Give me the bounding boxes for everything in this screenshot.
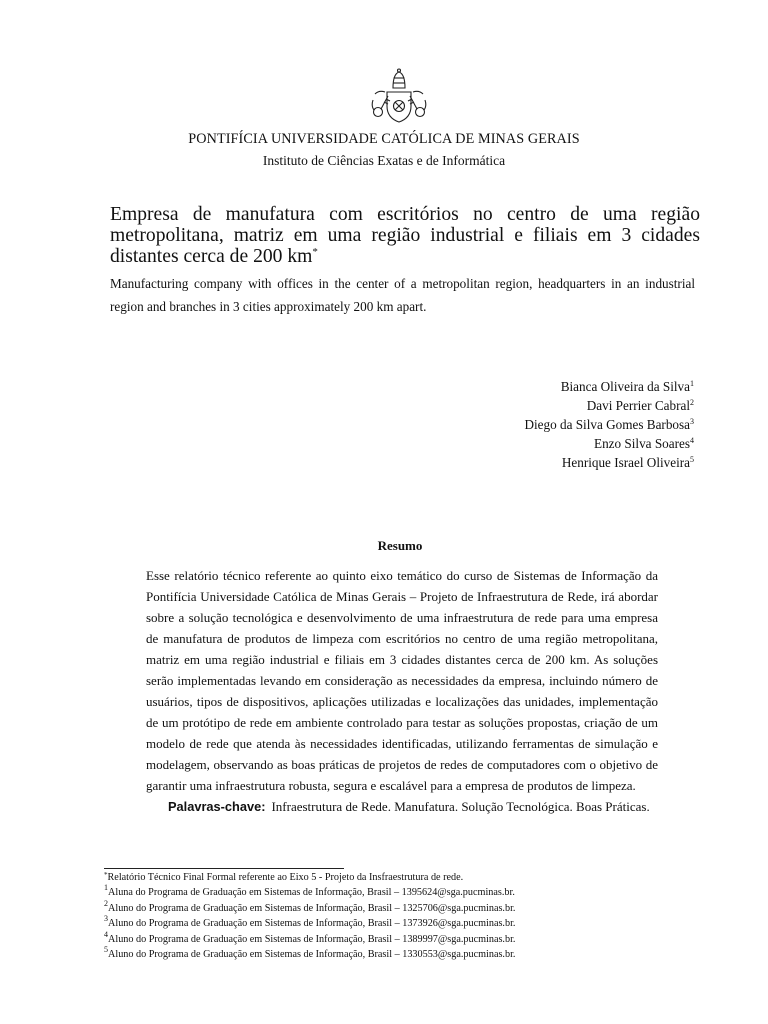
footnote <box>104 929 744 947</box>
footnote <box>104 885 744 900</box>
footnote-mark: 5 <box>104 945 108 955</box>
author-name: Henrique Israel Oliveira <box>561 455 690 470</box>
footnote-mark: * <box>104 871 108 879</box>
paper-subtitle: Manufacturing company with offices in the center of a metropolitan region, headquarters in an industrial region and branches in 3 cities approximately 200 km apart. <box>110 276 695 314</box>
keywords-label: Palavras-chave: <box>168 799 266 814</box>
author-entry <box>524 396 694 415</box>
footnote <box>104 916 744 931</box>
footnote <box>104 868 744 885</box>
author-name: Davi Perrier Cabral <box>586 398 690 413</box>
author-mark: 1 <box>690 379 694 388</box>
title-footnote-mark: * <box>312 246 318 258</box>
author-name: Diego da Silva Gomes Barbosa <box>524 417 690 432</box>
footnote-text: Aluno do Programa de Graduação em Sistemas de Informação, Brasil – 1373926@sga.pucminas.br. <box>108 918 516 930</box>
author-entry <box>524 377 694 396</box>
footnotes <box>104 868 744 962</box>
footnote-mark: 4 <box>104 929 108 939</box>
footnote-mark: 1 <box>104 883 108 893</box>
pontifical-coat-of-arms-icon <box>369 68 429 126</box>
footnote <box>104 947 744 962</box>
author-entry <box>524 415 694 434</box>
footnote-mark: 3 <box>104 914 108 924</box>
footnote-text: Aluno do Programa de Graduação em Sistemas de Informação, Brasil – 1325706@sga.pucminas.br. <box>108 902 516 914</box>
paper-title-text: Empresa de manufatura com escritórios no centro de uma região metropolitana, matriz em uma região industrial e filiais em 3 cidades distantes cerca de 200 km <box>110 204 700 267</box>
author-mark: 3 <box>690 417 694 426</box>
abstract-text: Esse relatório técnico referente ao quinto eixo temático do curso de Sistemas de Informação da Pontifícia Universidade Católica de Minas Gerais – Projeto de Infraestrutura de Rede, irá abordar sobre a solução tecnológica e desenvolvimento de uma infraestrutura de rede para uma empresa de manufatura de produtos de limpeza com escritórios no centro de uma região metropolitana, matriz em uma região industrial e filiais em 3 cidades distantes cerca de 200 km. As soluções serão implementadas levando em consideração as necessidades da empresa, incluindo número de usuários, tipos de dispositivos, aplicações utilizadas e localizações das unidades, implementação de um protótipo de rede em ambiente controlado para testar as soluções propostas, criação de um modelo de rede que atenda às necessidades identificadas, utilizando ferramentas de simulação e modelagem, observando as boas práticas de projetos de redes de computadores com o objetivo de garantir uma infraestrutura robusta, segura e escalável para a empresa de produtos de limpeza. <box>146 568 658 793</box>
university-name: PONTIFÍCIA UNIVERSIDADE CATÓLICA DE MINAS GERAIS <box>188 131 580 147</box>
author-mark: 2 <box>690 398 694 407</box>
author-mark: 5 <box>690 455 694 464</box>
footnote-text: Aluno do Programa de Graduação em Sistemas de Informação, Brasil – 1389997@sga.pucminas.br. <box>108 933 516 945</box>
footnote-text: Aluno do Programa de Graduação em Sistemas de Informação, Brasil – 1330553@sga.pucminas.br. <box>108 949 516 961</box>
footnote <box>104 898 744 916</box>
institute-name: Instituto de Ciências Exatas e de Informática <box>262 153 506 168</box>
keywords <box>146 796 658 817</box>
keywords-text: Infraestrutura de Rede. Manufatura. Solução Tecnológica. Boas Práticas. <box>271 799 650 814</box>
author-name: Enzo Silva Soares <box>594 436 690 451</box>
footnote-text: Relatório Técnico Final Formal referente ao Eixo 5 - Projeto da Insfraestrutura de rede. <box>107 872 464 883</box>
author-name: Bianca Oliveira da Silva <box>560 379 690 394</box>
footnote-mark: 2 <box>104 898 108 908</box>
author-entry <box>524 453 694 472</box>
author-mark: 4 <box>690 436 694 445</box>
abstract-body <box>146 565 658 817</box>
author-list <box>524 377 694 472</box>
abstract-heading: Resumo <box>377 538 423 553</box>
footnote-text: Aluna do Programa de Graduação em Sistemas de Informação, Brasil – 1395624@sga.pucminas.br. <box>108 887 515 899</box>
author-entry <box>524 434 694 453</box>
paper-title <box>110 204 700 267</box>
